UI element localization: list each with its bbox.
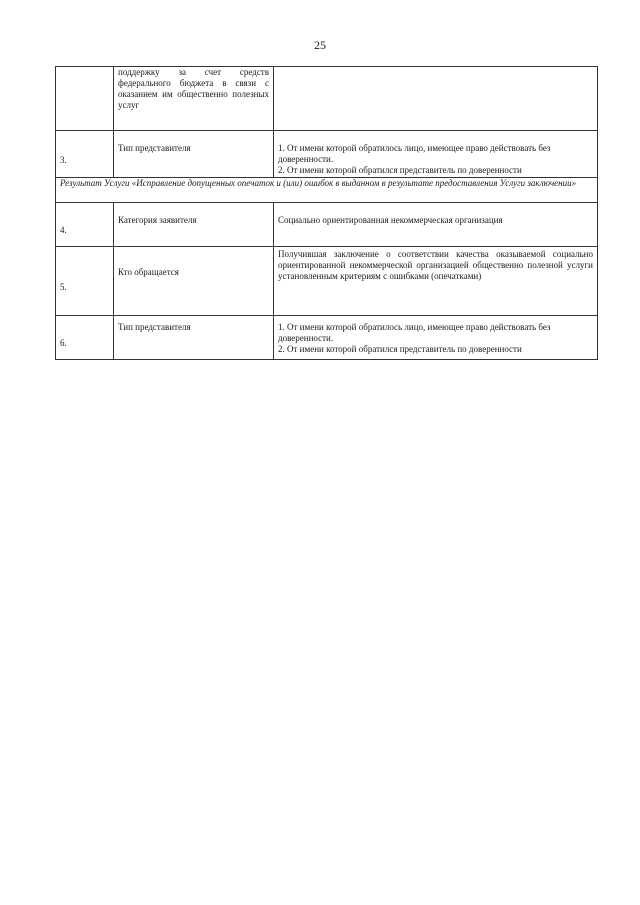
value-line: 1. От имени которой обратилось лицо, имеющее право действовать без доверенности.	[278, 143, 551, 164]
value-line: 2. От имени которой обратился представитель по доверенности	[278, 344, 522, 354]
criterion-cell: Кто обращается	[114, 247, 274, 316]
value-cell	[274, 316, 598, 360]
section-row	[56, 178, 598, 203]
criterion-cell: Тип представителя	[114, 131, 274, 178]
table-row	[56, 247, 598, 316]
value-cell	[274, 67, 598, 131]
criterion-cell: Тип представителя	[114, 316, 274, 360]
table-row	[56, 203, 598, 247]
value-cell: Получившая заключение о соответствии качества оказываемой социально ориентированной некоммерческой организацией общественно полезной услуги установленным критериям с ошибками (опечатками)	[274, 247, 598, 316]
row-number-cell	[56, 67, 114, 131]
row-number-cell: 5.	[56, 247, 114, 316]
row-number-cell: 4.	[56, 203, 114, 247]
applicant-variants-table	[55, 66, 598, 360]
section-heading: Результат Услуги «Исправление допущенных опечаток и (или) ошибок в выданном в результате предоставления Услуги заключении»	[56, 178, 598, 203]
value-cell	[274, 131, 598, 178]
criterion-cell: поддержку за счет средств федерального бюджета в связи с оказанием им общественно полезных услуг	[114, 67, 274, 131]
value-line: 2. От имени которой обратился представитель по доверенности	[278, 165, 522, 175]
row-number-cell: 3.	[56, 131, 114, 178]
criterion-cell: Категория заявителя	[114, 203, 274, 247]
table-row	[56, 131, 598, 178]
row-number-cell: 6.	[56, 316, 114, 360]
value-line: 1. От имени которой обратилось лицо, имеющее право действовать без доверенности.	[278, 322, 551, 343]
table-row	[56, 67, 598, 131]
table-row	[56, 316, 598, 360]
value-cell: Социально ориентированная некоммерческая организация	[274, 203, 598, 247]
page-number: 25	[314, 38, 326, 52]
